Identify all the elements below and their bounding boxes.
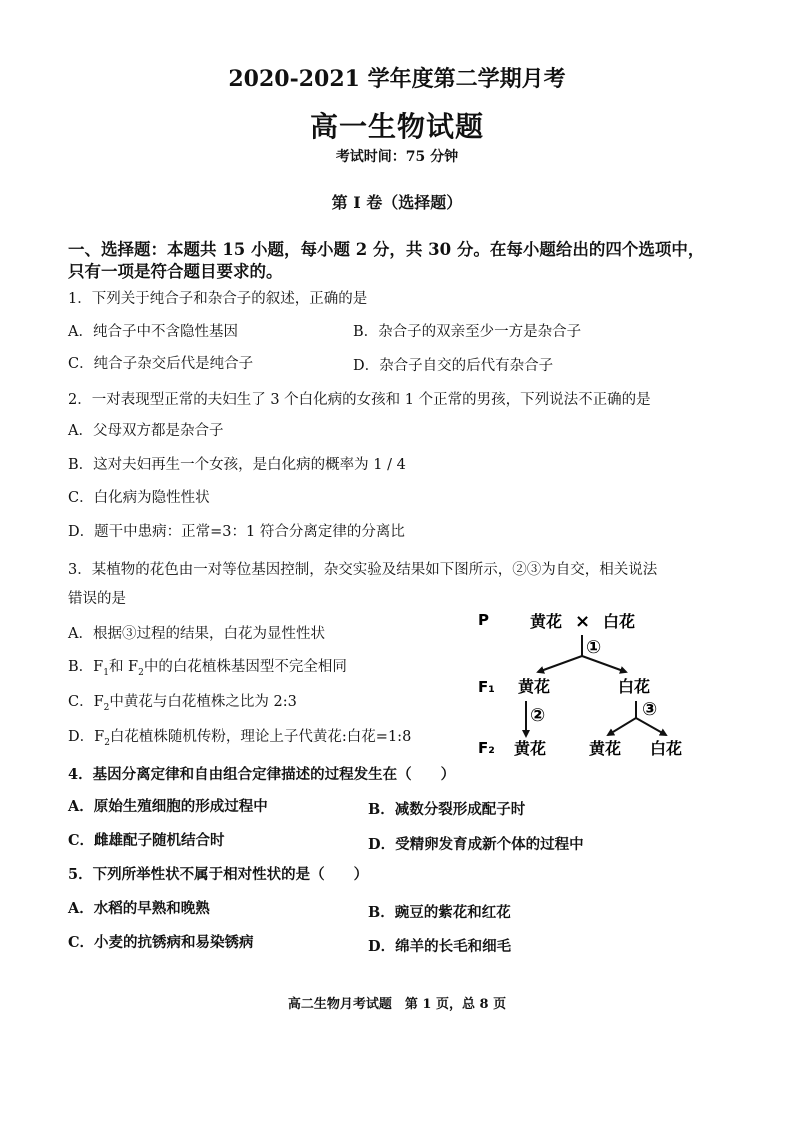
q5-stem: 5．下列所举性状不属于相对性状的是（ ） bbox=[68, 866, 369, 883]
q2-option-b: B．这对夫妇再生一个女孩，是白化病的概率为 1 / 4 bbox=[68, 457, 406, 473]
q3-option-d: D．$F_2$白花植株随机传粉，理论上子代黄花:白花=1:8 bbox=[68, 729, 412, 748]
f2-white-flower: 白花 bbox=[650, 739, 683, 758]
section-instruction-line1: 一、选择题：本题共 15 小题，每小题 2 分，共 30 分。在每小题给出的四个选项中， bbox=[68, 240, 705, 259]
q1-option-c: C．纯合子杂交后代是纯合子 bbox=[68, 356, 254, 372]
cross-diagram bbox=[470, 600, 700, 770]
p-white-flower: 白花 bbox=[603, 612, 636, 631]
q5-option-a: A．水稻的早熟和晚熟 bbox=[68, 900, 210, 917]
cross-symbol: × bbox=[575, 611, 591, 632]
process-2-marker: ② bbox=[530, 705, 546, 726]
q2-option-c: C．白化病为隐性性状 bbox=[68, 490, 210, 506]
q2-stem: 2．一对表现型正常的夫妇生了 3 个白化病的女孩和 1 个正常的男孩，下列说法不正确的是 bbox=[68, 392, 651, 408]
q5-option-c: C．小麦的抗锈病和易染锈病 bbox=[68, 934, 254, 951]
q3-option-a: A．根据③过程的结果，白花为显性性状 bbox=[68, 626, 325, 642]
q3-option-c: C．$F_2$中黄花与白花植株之比为 2:3 bbox=[68, 694, 297, 713]
generation-p-label: P bbox=[478, 611, 489, 629]
subject-title: 高一生物试题 bbox=[309, 110, 484, 143]
generation-f1-label: F₁ bbox=[478, 678, 495, 696]
q1-stem: 1．下列关于纯合子和杂合子的叙述，正确的是 bbox=[68, 291, 368, 307]
f1-white-flower: 白花 bbox=[618, 677, 651, 696]
q1-option-b: B．杂合子的双亲至少一方是杂合子 bbox=[353, 324, 582, 340]
q3-stem-line2: 错误的是 bbox=[68, 591, 126, 607]
exam-time: 考试时间：75 分钟 bbox=[335, 149, 459, 165]
branch-to-f1-white bbox=[582, 656, 626, 672]
q4-option-b: B．减数分裂形成配子时 bbox=[368, 801, 526, 818]
q4-option-a: A．原始生殖细胞的形成过程中 bbox=[68, 798, 268, 815]
q5-option-d: D．绵羊的长毛和细毛 bbox=[368, 938, 512, 955]
p-yellow-flower: 黄花 bbox=[530, 612, 563, 631]
q3-stem-line1: 3．某植物的花色由一对等位基因控制，杂交实验及结果如下图所示，②③为自交，相关说法 bbox=[68, 562, 658, 578]
branch-to-f2-white bbox=[636, 718, 666, 735]
q4-option-c: C．雌雄配子随机结合时 bbox=[68, 832, 225, 849]
q4-stem: 4．基因分离定律和自由组合定律描述的过程发生在（ ） bbox=[68, 766, 456, 783]
page-footer: 高二生物月考试题 第 1 页，总 8 页 bbox=[287, 997, 507, 1012]
q2-option-a: A．父母双方都是杂合子 bbox=[68, 423, 224, 439]
q1-option-a: A．纯合子中不含隐性基因 bbox=[68, 324, 238, 340]
f2-yellow-flower-right: 黄花 bbox=[589, 739, 622, 758]
q4-option-d: D．受精卵发育成新个体的过程中 bbox=[368, 836, 584, 853]
volume-title: 第 I 卷（选择题） bbox=[331, 193, 463, 212]
q3-option-b: B．$F_1$和 $F_2$中的白花植株基因型不完全相同 bbox=[68, 659, 347, 678]
q5-option-b: B．豌豆的紫花和红花 bbox=[368, 904, 511, 921]
section-instruction-line2: 只有一项是符合题目要求的。 bbox=[68, 262, 283, 281]
exam-title: 2020-2021 学年度第二学期月考 bbox=[228, 66, 566, 92]
f2-yellow-flower-left: 黄花 bbox=[514, 739, 547, 758]
q1-option-d: D．杂合子自交的后代有杂合子 bbox=[353, 358, 554, 374]
q2-option-d: D．题干中患病：正常=3：1 符合分离定律的分离比 bbox=[68, 524, 405, 540]
f1-yellow-flower: 黄花 bbox=[518, 677, 551, 696]
branch-to-f2-yellow bbox=[608, 718, 636, 735]
generation-f2-label: F₂ bbox=[478, 739, 495, 757]
process-3-marker: ③ bbox=[642, 699, 658, 720]
process-1-marker: ① bbox=[586, 637, 602, 658]
branch-to-f1-yellow bbox=[538, 656, 582, 672]
